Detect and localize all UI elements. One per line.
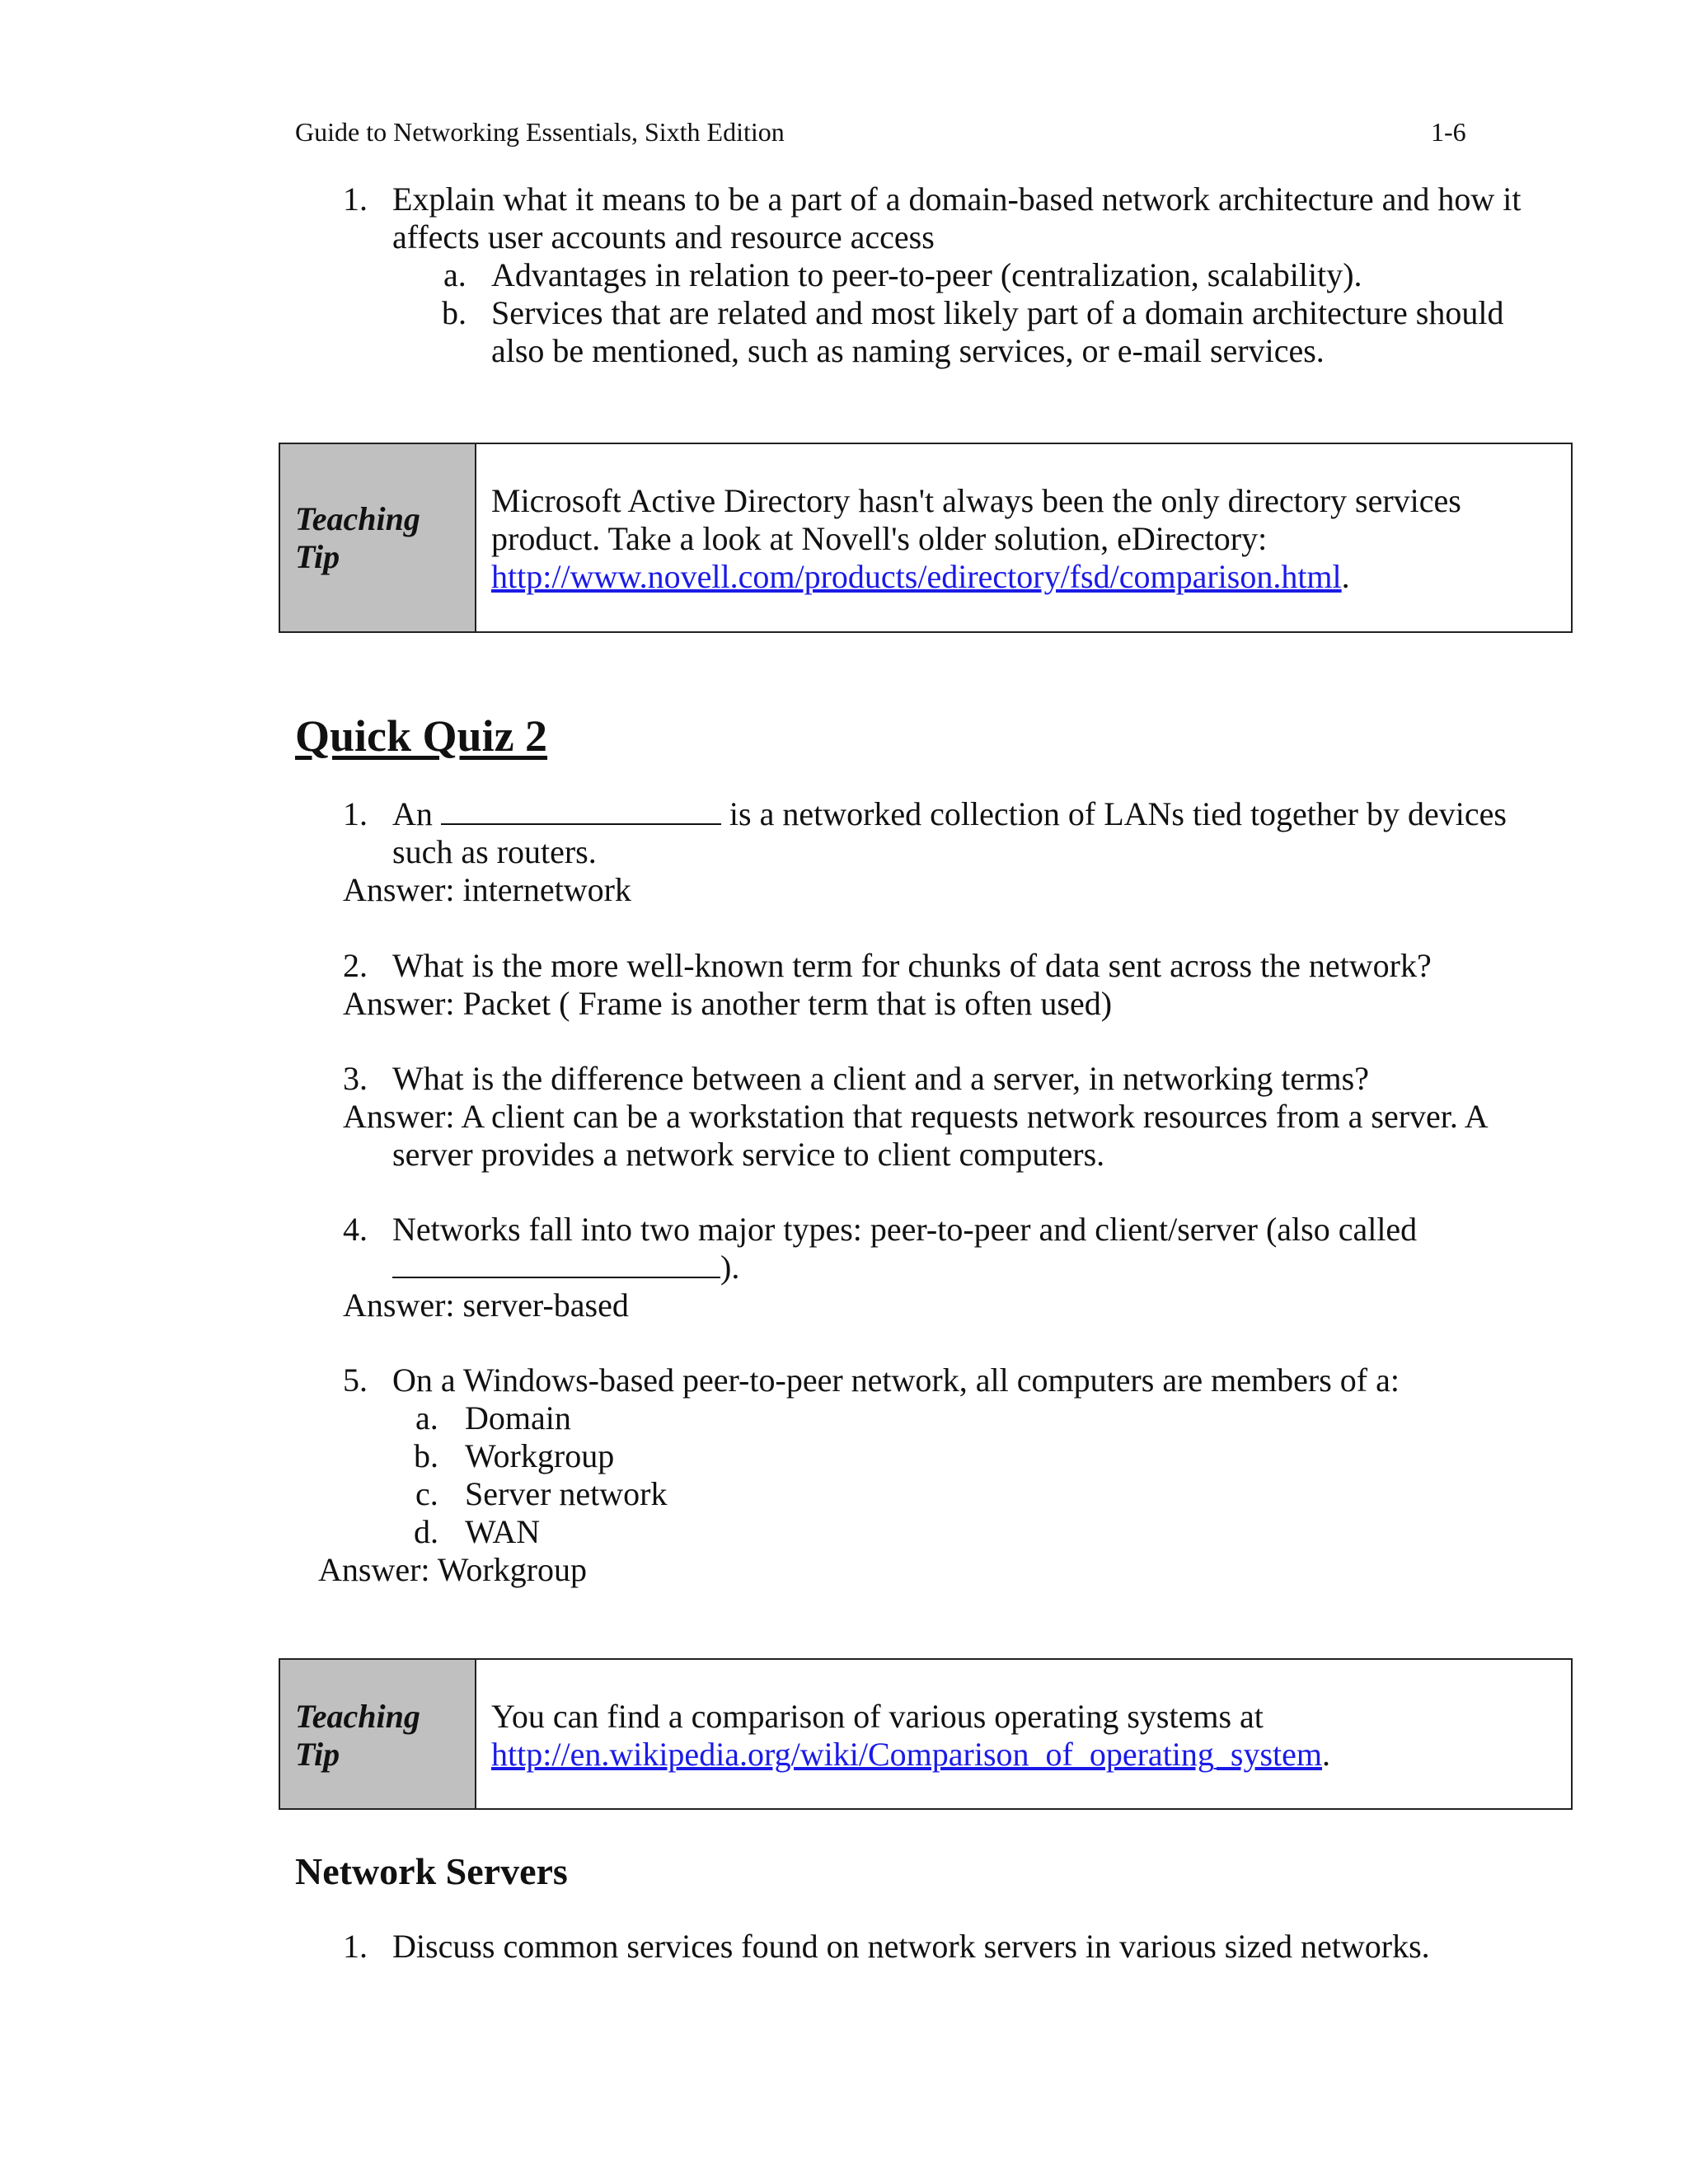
q2-answer: Answer: Packet ( Frame is another term that is often used): [343, 985, 1113, 1022]
tip-label-line2: Tip: [295, 538, 340, 575]
q4-answer: Answer: server-based: [343, 1286, 629, 1324]
sub-item-a-text: Advantages in relation to peer-to-peer (centralization, scalability).: [491, 256, 1362, 293]
tip2-link-suffix: .: [1322, 1736, 1331, 1773]
intro-item-text-line1: Explain what it means to be a part of a domain-based network architecture and how it: [392, 180, 1522, 218]
q4-blank: [392, 1273, 720, 1278]
sub-item-b-text-line1: Services that are related and most likely part of a domain architecture should: [491, 294, 1504, 331]
q3-answer-line2: server provides a network service to client computers.: [392, 1136, 1105, 1173]
q1-prefix: An: [392, 795, 433, 832]
q5-answer: Answer: Workgroup: [318, 1551, 587, 1588]
q4-text: Networks fall into two major types: peer-to-peer and client/server (also called: [392, 1211, 1418, 1248]
tip1-line1: Microsoft Active Directory hasn't always been the only directory services: [491, 482, 1461, 519]
q5-option-c-text: Server network: [465, 1475, 668, 1512]
running-header-title: Guide to Networking Essentials, Sixth Edition: [295, 117, 785, 147]
tip2-link-line: [491, 1736, 1330, 1774]
q2-text: What is the more well-known term for chunks of data sent across the network?: [392, 947, 1432, 984]
page-number: 1-6: [1431, 117, 1466, 147]
q2-number: 2.: [343, 947, 368, 984]
q5-option-c-letter: c.: [415, 1475, 438, 1512]
q5-option-d-letter: d.: [414, 1513, 438, 1550]
q3-text: What is the difference between a client and a server, in networking terms?: [392, 1060, 1369, 1097]
teaching-tip-box-2: [279, 1658, 1573, 1810]
q4-line2-suffix: ).: [720, 1249, 740, 1286]
tip2-label-line1: Teaching: [295, 1698, 420, 1735]
intro-item-number: 1.: [343, 180, 368, 218]
tip1-link-line: [491, 558, 1350, 596]
sub-item-a-letter: a.: [443, 256, 467, 293]
q5-option-d-text: WAN: [465, 1513, 541, 1550]
servers-item-number: 1.: [343, 1928, 368, 1965]
teaching-tip-box-1: [279, 443, 1573, 633]
q3-number: 3.: [343, 1060, 368, 1097]
q5-option-a-text: Domain: [465, 1399, 571, 1436]
quick-quiz-title: Quick Quiz 2: [295, 711, 548, 761]
tip1-line2: product. Take a look at Novell's older solution, eDirectory:: [491, 520, 1268, 557]
teaching-tip-label-1: [280, 444, 476, 631]
q3-answer-line1: Answer: A client can be a workstation that requests network resources from a server. A: [343, 1098, 1489, 1135]
novell-comparison-link[interactable]: http://www.novell.com/products/edirectory/fsd/comparison.html: [491, 558, 1342, 595]
q5-option-a-letter: a.: [415, 1399, 438, 1436]
q1-suffix: is a networked collection of LANs tied together by devices: [729, 795, 1507, 832]
tip2-line1: You can find a comparison of various operating systems at: [491, 1698, 1264, 1735]
q4-number: 4.: [343, 1211, 368, 1248]
q1-text: [392, 795, 1507, 833]
tip1-link-suffix: .: [1341, 558, 1350, 595]
servers-item-text: Discuss common services found on network servers in various sized networks.: [392, 1928, 1430, 1965]
network-servers-heading: Network Servers: [295, 1850, 568, 1892]
teaching-tip-label-2: [280, 1660, 476, 1808]
q1-number: 1.: [343, 795, 368, 832]
intro-item-text-line2: affects user accounts and resource access: [392, 218, 935, 255]
q1-answer: Answer: internetwork: [343, 871, 631, 908]
q1-line2: such as routers.: [392, 833, 597, 870]
q5-option-b-letter: b.: [414, 1437, 438, 1474]
tip-label-line1: Teaching: [295, 500, 420, 537]
tip2-label-line2: Tip: [295, 1736, 340, 1773]
q4-line2: [392, 1249, 739, 1286]
wikipedia-os-comparison-link[interactable]: http://en.wikipedia.org/wiki/Comparison_of_operating_system: [491, 1736, 1323, 1773]
q5-option-b-text: Workgroup: [465, 1437, 615, 1474]
q5-number: 5.: [343, 1361, 368, 1399]
q5-text: On a Windows-based peer-to-peer network, all computers are members of a:: [392, 1361, 1400, 1399]
q1-blank: [441, 820, 721, 825]
sub-item-b-text-line2: also be mentioned, such as naming services, or e-mail services.: [491, 332, 1325, 369]
sub-item-b-letter: b.: [442, 294, 467, 331]
